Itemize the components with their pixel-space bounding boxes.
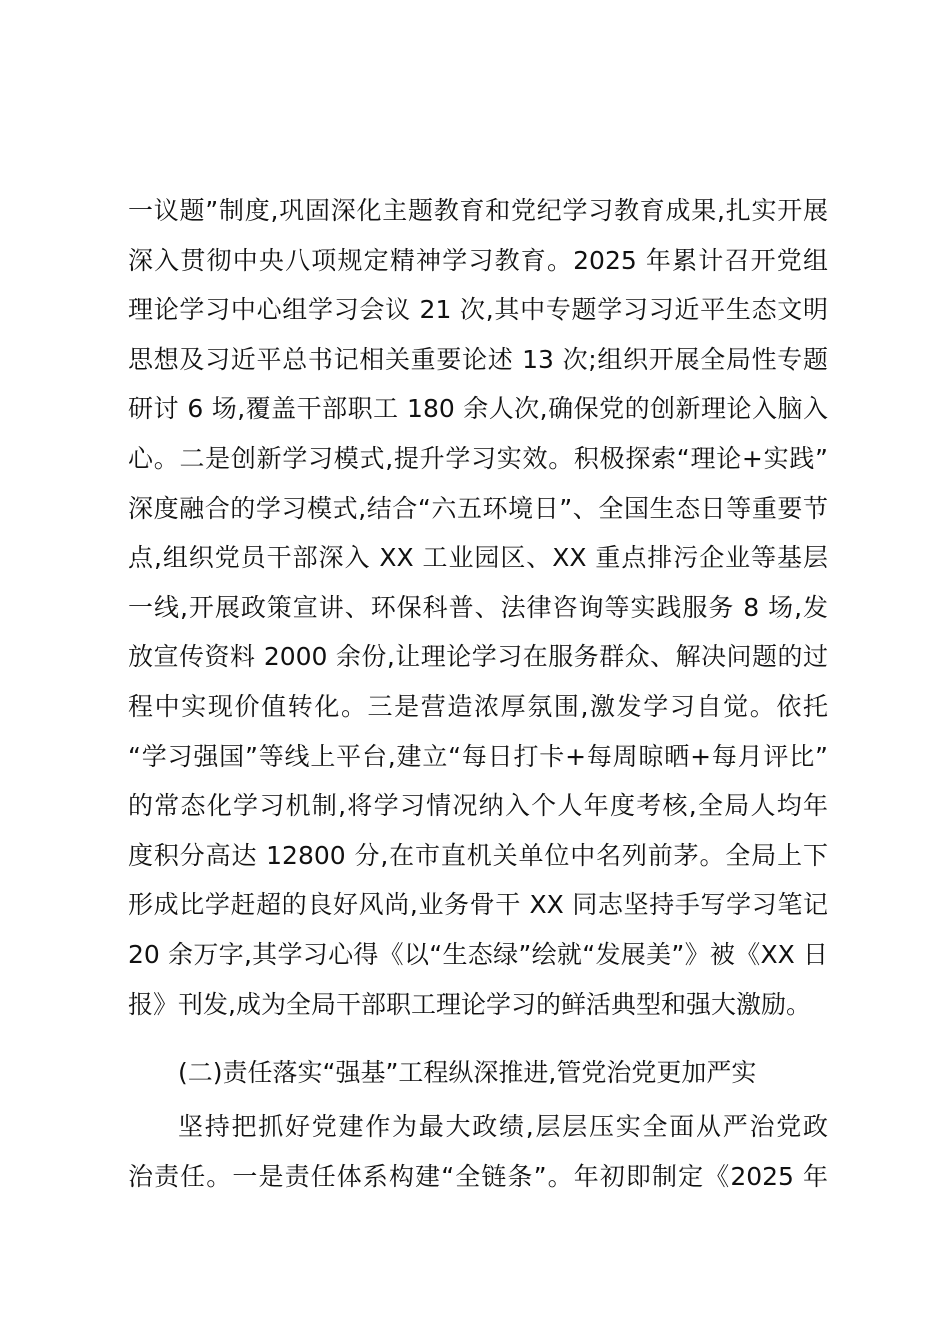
paragraph-line: 研讨 6 场,覆盖干部职工 180 余人次,确保党的创新理论入脑入 <box>128 394 828 424</box>
paragraph-line: 深度融合的学习模式,结合“六五环境日”、全国生态日等重要节 <box>128 493 828 523</box>
paragraph-line: “学习强国”等线上平台,建立“每日打卡+每周晾晒+每月评比” <box>128 741 828 771</box>
paragraph-line: 点,组织党员干部深入 XX 工业园区、XX 重点排污企业等基层 <box>128 543 828 573</box>
paragraph-line: 心。二是创新学习模式,提升学习实效。积极探索“理论+实践” <box>128 443 828 473</box>
paragraph-line: 20 余万字,其学习心得《以“生态绿”绘就“发展美”》被《XX 日 <box>128 939 828 969</box>
paragraph-line: 报》刊发,成为全局干部职工理论学习的鲜活典型和强大激励。 <box>128 989 811 1019</box>
paragraph-line: 坚持把抓好党建作为最大政绩,层层压实全面从严治党政 <box>178 1112 828 1141</box>
body-paragraph-2 <box>128 1102 828 1201</box>
paragraph-line: 理论学习中心组学习会议 21 次,其中专题学习习近平生态文明 <box>128 295 828 325</box>
paragraph-line: 的常态化学习机制,将学习情况纳入个人年度考核,全局人均年 <box>128 791 828 821</box>
paragraph-line: 放宣传资料 2000 余份,让理论学习在服务群众、解决问题的过 <box>128 642 828 672</box>
body-paragraph-1 <box>128 186 828 1029</box>
paragraph-line: 思想及习近平总书记相关重要论述 13 次;组织开展全局性专题 <box>128 344 828 374</box>
paragraph-line: 治责任。一是责任体系构建“全链条”。年初即制定《2025 年 <box>128 1161 828 1191</box>
paragraph-line: 程中实现价值转化。三是营造浓厚氛围,激发学习自觉。依托 <box>128 691 828 721</box>
section-heading: (二)责任落实“强基”工程纵深推进,管党治党更加严实 <box>178 1058 757 1087</box>
paragraph-line: 度积分高达 12800 分,在市直机关单位中名列前茅。全局上下 <box>128 840 828 870</box>
section-heading-block <box>128 1048 828 1098</box>
paragraph-line: 深入贯彻中央八项规定精神学习教育。2025 年累计召开党组 <box>128 245 828 275</box>
paragraph-line: 形成比学赶超的良好风尚,业务骨干 XX 同志坚持手写学习笔记 <box>128 890 828 920</box>
paragraph-line: 一线,开展政策宣讲、环保科普、法律咨询等实践服务 8 场,发 <box>128 592 828 622</box>
paragraph-line: 一议题”制度,巩固深化主题教育和党纪学习教育成果,扎实开展 <box>128 196 828 225</box>
